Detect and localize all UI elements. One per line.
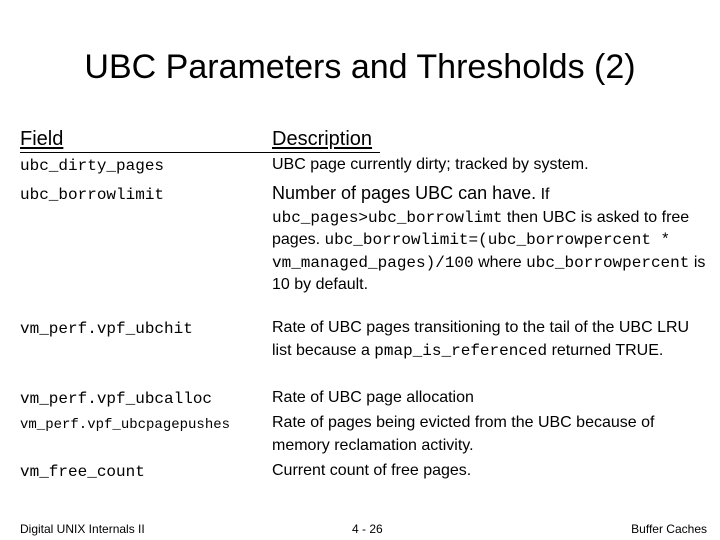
desc-borrow-text-1: Number of pages UBC can have. xyxy=(272,183,537,203)
desc-borrow-text-5: is 10 by default. xyxy=(272,253,706,293)
slide-title: UBC Parameters and Thresholds (2) xyxy=(84,48,636,86)
field-ubc-borrowlimit: ubc_borrowlimit xyxy=(20,186,165,204)
desc-vpf-ubcalloc: Rate of UBC page allocation xyxy=(272,389,474,406)
desc-vpf-ubcpagepushes: Rate of pages being evicted from the UBC because of memory reclamation activity. xyxy=(272,414,655,454)
desc-borrow-text-4: where xyxy=(478,253,522,271)
code-borrowpercent: ubc_borrowpercent xyxy=(526,253,690,272)
field-vpf-ubcpagepushes: vm_perf.vpf_ubcpagepushes xyxy=(20,417,231,433)
desc-borrow-text-3: then UBC is asked to free pages. xyxy=(272,208,690,248)
field-vpf-ubcalloc: vm_perf.vpf_ubcalloc xyxy=(20,390,213,408)
desc-vpf-ubchit xyxy=(272,317,712,362)
field-vpf-ubchit: vm_perf.vpf_ubchit xyxy=(20,320,193,338)
footer-page-number: 4 - 26 xyxy=(352,522,383,536)
desc-ubc-borrowlimit xyxy=(272,182,712,297)
desc-vm-free-count: Current count of free pages. xyxy=(272,462,472,479)
footer-course-title: Digital UNIX Internals II xyxy=(20,522,145,536)
header-underline xyxy=(20,152,380,153)
desc-borrow-text-2: If xyxy=(540,186,550,203)
field-column-header: Field xyxy=(20,128,64,150)
description-column-header: Description xyxy=(272,128,373,150)
desc-ubc-dirty-pages: UBC page currently dirty; tracked by system. xyxy=(272,156,589,173)
footer-section-name: Buffer Caches xyxy=(631,522,707,536)
desc-ubchit-text-2: returned TRUE. xyxy=(551,341,664,359)
field-vm-free-count: vm_free_count xyxy=(20,463,145,481)
code-pmap-is-referenced: pmap_is_referenced xyxy=(374,341,548,360)
code-borrow-formula: ubc_borrowlimit=(ubc_borrowpercent * vm_managed_pages)/100 xyxy=(272,231,671,272)
code-borrow-condition: ubc_pages>ubc_borrowlimt xyxy=(272,208,503,227)
field-ubc-dirty-pages: ubc_dirty_pages xyxy=(20,157,165,175)
desc-ubchit-text-1: Rate of UBC pages transitioning to the tail of the UBC LRU list because a xyxy=(272,319,690,359)
